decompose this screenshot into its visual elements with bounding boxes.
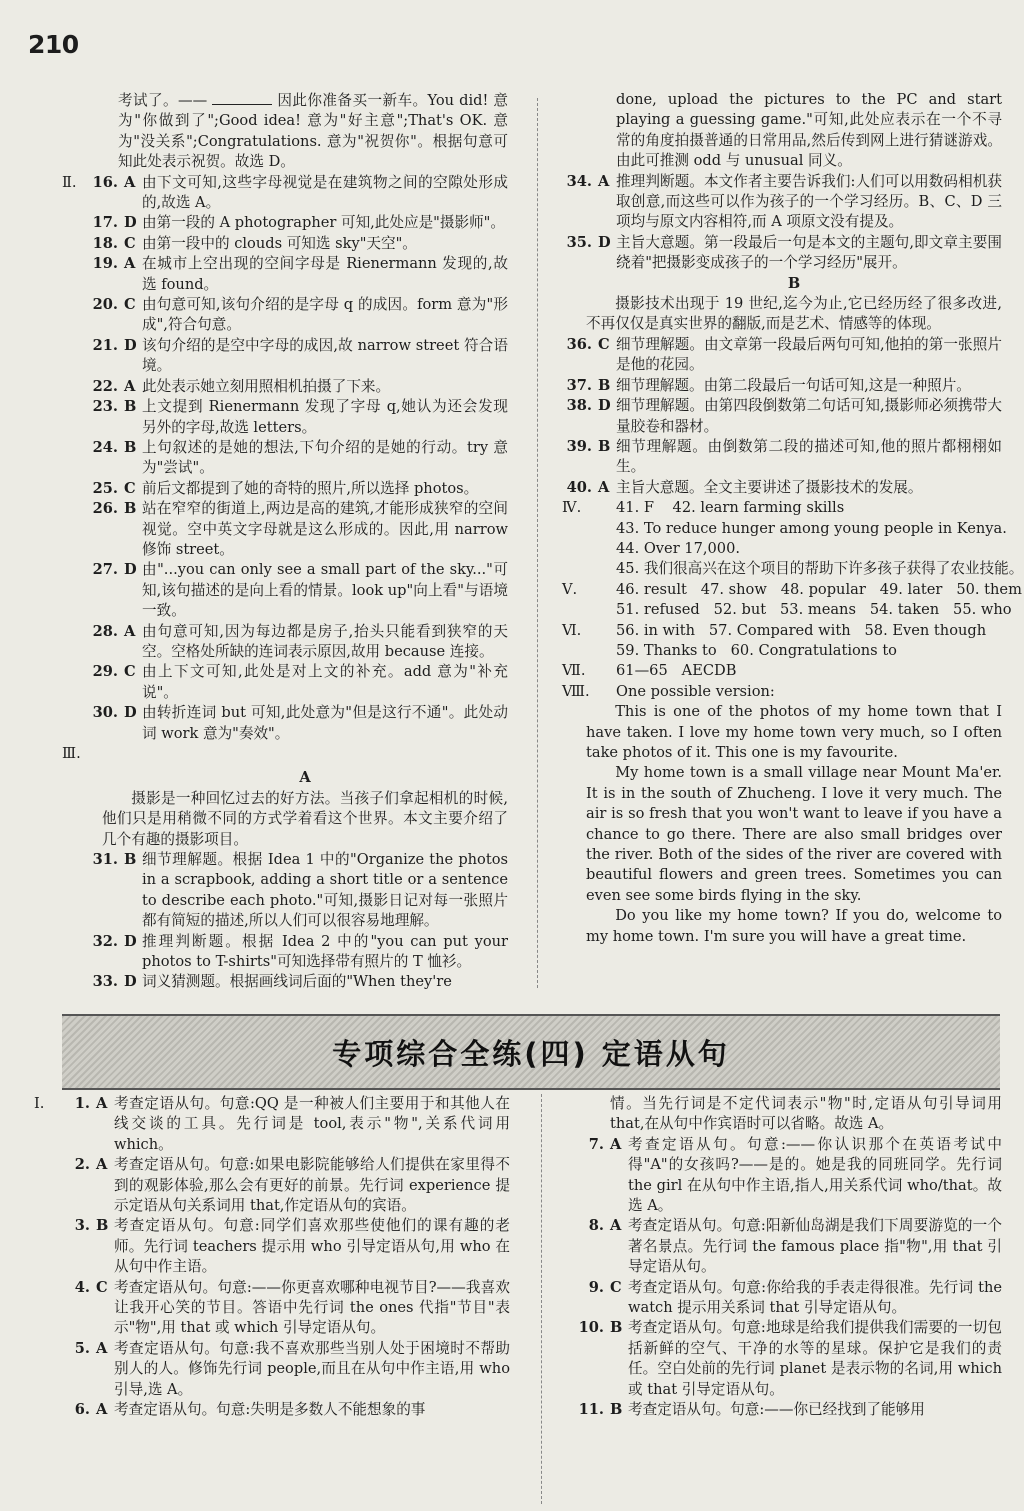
- answer-explanation: 考查定语从句。句意:地球是给我们提供我们需要的一切包括新鲜的空气、干净的水等的星球。保护它是我们的责任。空白处前的先行词 planet 是表示物的名词,用 which 或 that 引导定语从句。: [628, 1319, 1002, 1398]
- answer-letter: A: [96, 1339, 108, 1357]
- passage-a-intro: 摄影是一种回忆过去的好方法。当孩子们拿起相机的时候,他们只是用稍微不同的方式学着看这个世界。本文主要介绍了几个有趣的摄影项目。: [102, 789, 508, 848]
- answer-line: [562, 621, 1002, 641]
- item-number: 2.: [74, 1156, 90, 1174]
- answer-letter: B: [610, 1319, 623, 1337]
- item-number: 19.: [92, 255, 118, 273]
- answer-line-text: 44. Over 17,000.: [616, 539, 741, 557]
- answer-item: [566, 1318, 1002, 1400]
- answer-item: [562, 172, 1002, 233]
- answer-item: [34, 1339, 510, 1400]
- answer-letter: D: [124, 973, 137, 991]
- answer-item: [62, 336, 508, 377]
- answer-item: [62, 438, 508, 479]
- answer-line: [562, 539, 1002, 559]
- answer-explanation: 考查定语从句。句意:——你更喜欢哪种电视节目?——我喜欢让我开心笑的节目。答语中先行词 the ones 代指"节目"表示"物",用 that 或 which 引导定语从句。: [114, 1278, 510, 1337]
- answer-list-section3: [62, 850, 508, 993]
- intro-text: [62, 90, 508, 173]
- answer-explanation: 细节理解题。根据 Idea 1 中的"Organize the photos in a scrapbook, adding a short title or a sentence to describe each photo."可知,摄影日记对每一张照片都有简短的描述,所以人们可以很容易地理解。: [142, 851, 508, 930]
- answer-explanation: 考查定语从句。句意:QQ 是一种被人们主要用于和其他人在线交谈的工具。先行词是 tool,表示"物",关系代词用 which。: [114, 1095, 510, 1153]
- answer-item: [62, 397, 508, 438]
- item-number: 33.: [92, 973, 118, 991]
- answer-item: [562, 335, 1002, 376]
- answer-list-attributive: [34, 1094, 510, 1421]
- answer-letter: D: [124, 214, 137, 232]
- item-number: 39.: [566, 437, 592, 455]
- answer-item: [62, 173, 508, 214]
- roman-numeral: Ⅳ.: [562, 499, 582, 517]
- roman-numeral: [62, 703, 86, 744]
- item-number: 26.: [92, 500, 118, 518]
- answer-explanation: 站在窄窄的街道上,两边是高的建筑,才能形成狭窄的空间视觉。空中英文字母就是这么形成的。因此,用 narrow 修饰 street。: [142, 500, 508, 558]
- answer-line: [562, 661, 1002, 681]
- answer-line-text: 41. F 42. learn farming skills: [616, 499, 845, 517]
- banner-title: 专项综合全练(四) 定语从句: [332, 1037, 730, 1071]
- item-number: 37.: [566, 376, 592, 394]
- roman-numeral: [34, 1339, 58, 1400]
- answer-letter: D: [598, 233, 611, 251]
- continued-text: done, upload the pictures to the PC and start playing a guessing game."可知,此处应表示在一个不寻常的角度拍摄普通的日常用品,然后传到网上进行猜谜游戏。由此可推测 odd 与 unusual 同义。: [616, 91, 1002, 170]
- item-number: 23.: [92, 398, 118, 416]
- answer-list-4-8: [562, 498, 1024, 702]
- answer-list-section2: [62, 173, 508, 744]
- roman-numeral: [62, 397, 86, 438]
- item-number: 34.: [566, 172, 592, 190]
- answer-line-text: 43. To reduce hunger among young people in Kenya.: [616, 519, 1007, 537]
- continued-text-bottom: 情。当先行词是不定代词表示"物"时,定语从句引导词用 that,在从句中作宾语时可以省略。故选 A。: [610, 1095, 1002, 1133]
- answer-item: [62, 560, 508, 621]
- answer-line: [562, 641, 1002, 661]
- item-number: 32.: [92, 932, 118, 950]
- answer-line: [562, 600, 1012, 620]
- answer-letter: C: [96, 1278, 108, 1296]
- answer-explanation: 词义猜测题。根据画线词后面的"When they're: [142, 973, 452, 991]
- bottom-right-column: [566, 1094, 1002, 1421]
- answer-item: [34, 1094, 510, 1155]
- passage-a-heading: A: [299, 769, 311, 787]
- answer-item: [562, 437, 1002, 478]
- answer-letter: A: [610, 1135, 622, 1153]
- answer-letter: C: [610, 1278, 622, 1296]
- roman-numeral: [62, 438, 86, 479]
- roman-numeral: Ⅰ.: [34, 1095, 45, 1112]
- answer-letter: A: [124, 377, 136, 395]
- answer-explanation: 细节理解题。由第四段倒数第二句话可知,摄影师必须携带大量胶卷和器材。: [616, 397, 1002, 435]
- answer-item: [566, 1400, 1002, 1420]
- passage-b-heading: B: [787, 274, 801, 292]
- answer-letter: A: [124, 622, 136, 640]
- item-number: 9.: [588, 1278, 604, 1296]
- roman-numeral: Ⅵ.: [562, 621, 582, 639]
- answer-letter: B: [124, 398, 137, 416]
- item-number: 31.: [92, 851, 118, 869]
- answer-explanation: 由句意可知,因为每边都是房子,抬头只能看到狭窄的天空。空格处所缺的连词表示原因,故用 because 连接。: [142, 622, 508, 660]
- item-number: 36.: [566, 335, 592, 353]
- item-number: 6.: [74, 1401, 90, 1419]
- answer-letter: B: [610, 1401, 623, 1419]
- intro-line-1: 考试了。——: [118, 92, 208, 109]
- answer-letter: A: [96, 1156, 108, 1174]
- essay-paragraph: My home town is a small village near Mount Ma'er. It is in the south of Zhucheng. I love it very much. The air is so fresh that you won't want to leave if you have a chance to go there. There are also small bridges over the river. Both of the sides of the river are covered with beautiful flowers and green trees. Sometimes you can even see some birds flying in the sky.: [586, 764, 1002, 904]
- answer-letter: A: [124, 255, 136, 273]
- roman-numeral: [62, 377, 86, 397]
- answer-item: [562, 376, 1002, 396]
- answer-explanation: 细节理解题。由倒数第二段的描述可知,他的照片都栩栩如生。: [616, 437, 1002, 476]
- answer-explanation: 推理判断题。根据 Idea 2 中的"you can put your photos to T-shirts"可知选择带有照片的 T 恤衫。: [142, 932, 508, 971]
- answer-explanation: 前后文都提到了她的奇特的照片,所以选择 photos。: [142, 479, 479, 497]
- answer-item: [566, 1135, 1002, 1217]
- roman-numeral: [62, 336, 86, 377]
- roman-numeral: Ⅱ.: [62, 173, 77, 191]
- answer-item: [62, 254, 508, 295]
- answer-letter: A: [124, 173, 136, 191]
- roman-numeral: [34, 1400, 58, 1420]
- answer-item: [62, 234, 508, 254]
- sample-essay: [562, 702, 1002, 947]
- answer-item: [62, 703, 508, 744]
- answer-explanation: 上句叙述的是她的想法,下句介绍的是她的行动。try 意为"尝试"。: [142, 438, 508, 477]
- answer-item: [34, 1155, 510, 1216]
- item-number: 10.: [578, 1319, 604, 1337]
- answer-explanation: 考查定语从句。句意:同学们喜欢那些使他们的课有趣的老师。先行词 teachers 提示用 who 引导定语从句,用 who 在从句中作主语。: [114, 1217, 510, 1276]
- answer-letter: B: [598, 376, 611, 394]
- roman-numeral: [34, 1278, 58, 1339]
- item-number: 7.: [588, 1135, 604, 1153]
- item-number: 8.: [588, 1217, 604, 1235]
- answer-explanation: 上文提到 Rienermann 发现了字母 q,她认为还会发现另外的字母,故选 letters。: [142, 398, 508, 436]
- answer-line-text: 46. result 47. show 48. popular 49. later 50. them: [616, 580, 1022, 598]
- answer-item: [562, 233, 1002, 274]
- answer-line-text: 51. refused 52. but 53. means 54. taken 55. who: [616, 601, 1012, 619]
- item-number: 24.: [92, 438, 118, 456]
- item-number: 17.: [92, 214, 118, 232]
- item-number: 4.: [74, 1278, 90, 1296]
- roman-numeral: [562, 519, 586, 539]
- answer-letter: C: [598, 335, 610, 353]
- item-number: 38.: [566, 397, 592, 415]
- answer-letter: A: [598, 478, 610, 496]
- item-number: 11.: [578, 1401, 604, 1419]
- answer-letter: C: [124, 234, 136, 252]
- answer-explanation: 考查定语从句。句意:——你认识那个在英语考试中得"A"的女孩吗?——是的。她是我的同班同学。先行词 the girl 在从句中作主语,指人,用关系代词 who/that。故选 A。: [628, 1135, 1002, 1215]
- passage-b-intro: 摄影技术出现于 19 世纪,迄今为止,它已经历经了很多改进,不再仅仅是真实世界的翻版,而是艺术、情感等的体现。: [586, 295, 1002, 333]
- item-number: 29.: [92, 663, 118, 681]
- roman-numeral: [34, 1155, 58, 1216]
- answer-item: [562, 478, 1002, 498]
- answer-letter: B: [124, 500, 137, 518]
- answer-item: [34, 1278, 510, 1339]
- answer-letter: B: [124, 851, 137, 869]
- answer-line: [562, 498, 1002, 518]
- item-number: 1.: [74, 1095, 90, 1112]
- roman-numeral: [62, 662, 86, 703]
- roman-numeral: [562, 641, 586, 661]
- roman-numeral: [62, 479, 86, 499]
- item-number: 22.: [92, 377, 118, 395]
- answer-explanation: 细节理解题。由第二段最后一句话可知,这是一种照片。: [616, 376, 971, 394]
- answer-explanation: 细节理解题。由文章第一段最后两句可知,他拍的第一张照片是他的花园。: [616, 335, 1002, 374]
- answer-explanation: 由转折连词 but 可知,此处意为"但是这行不通"。此处动词 work 意为"奏效"。: [142, 704, 508, 742]
- answer-explanation: 推理判断题。本文作者主要告诉我们:人们可以用数码相机获取创意,而这些可以作为孩子的一个学习经历。B、C、D 三项均与原文内容相符,而 A 项原文没有提及。: [616, 172, 1002, 231]
- answer-line-text: 59. Thanks to 60. Congratulations to: [616, 641, 897, 659]
- answer-explanation: 主旨大意题。第一段最后一句是本文的主题句,即文章主要围绕着"把摄影变成孩子的一个学习经历"展开。: [616, 233, 1002, 272]
- answer-item: [62, 850, 508, 932]
- answer-item: [62, 377, 508, 397]
- essay-paragraph: This is one of the photos of my home town that I have taken. I love my home town very much, so I often take photos of it. This one is my favourite.: [586, 703, 1002, 761]
- item-number: 25.: [92, 479, 118, 497]
- roman-numeral: Ⅲ.: [62, 745, 81, 762]
- answer-letter: C: [124, 663, 136, 681]
- roman-numeral: Ⅷ.: [562, 682, 590, 700]
- answer-item: [34, 1216, 510, 1277]
- item-number: 20.: [92, 296, 118, 314]
- item-number: 16.: [92, 173, 118, 191]
- item-number: 30.: [92, 704, 118, 722]
- answer-explanation: 考查定语从句。句意:如果电影院能够给人们提供在家里得不到的观影体验,那么会有更好的前景。先行词 experience 提示定语从句关系词用 that,作定语从句的宾语。: [114, 1156, 510, 1215]
- answer-line: [562, 580, 1022, 600]
- answer-letter: A: [610, 1217, 622, 1235]
- answer-list-attributive-2: [566, 1135, 1002, 1421]
- roman-numeral: [62, 234, 86, 254]
- answer-item: [62, 622, 508, 663]
- answer-explanation: 由句意可知,该句介绍的是字母 q 的成因。form 意为"形成",符合句意。: [142, 296, 508, 334]
- answer-item: [566, 1278, 1002, 1319]
- answer-letter: D: [598, 397, 611, 415]
- answer-letter: D: [124, 932, 137, 950]
- answer-letter: C: [124, 296, 136, 314]
- essay-paragraph: Do you like my home town? If you do, welcome to my home town. I'm sure you will have a great time.: [586, 907, 1002, 945]
- roman-numeral: [562, 559, 586, 579]
- answer-explanation: 由"...you can only see a small part of the sky..."可知,该句描述的是向上看的情景。look up"向上看"与语境一致。: [142, 561, 508, 620]
- answer-letter: C: [124, 479, 136, 497]
- answer-letter: A: [96, 1095, 108, 1112]
- roman-numeral: [34, 1216, 58, 1277]
- answer-item: [62, 972, 508, 992]
- answer-explanation: 该句介绍的是空中字母的成因,故 narrow street 符合语境。: [142, 336, 508, 375]
- answer-explanation: 考查定语从句。句意:失明是多数人不能想象的事: [114, 1401, 426, 1419]
- item-number: 21.: [92, 336, 118, 354]
- bottom-left-column: [34, 1094, 510, 1421]
- right-column: [562, 90, 1024, 947]
- answer-explanation: 考查定语从句。句意:阳新仙岛湖是我们下周要游览的一个著名景点。先行词 the famous place 指"物",用 that 引导定语从句。: [628, 1217, 1002, 1276]
- answer-line: [562, 559, 1024, 579]
- roman-numeral: [62, 622, 86, 663]
- answer-letter: D: [124, 336, 137, 354]
- answer-item: [62, 295, 508, 336]
- answer-item: [62, 213, 508, 233]
- answer-explanation: 主旨大意题。全文主要讲述了摄影技术的发展。: [616, 478, 923, 496]
- roman-numeral: [62, 560, 86, 621]
- answer-letter: D: [124, 704, 137, 722]
- answer-line-text: 61—65 AECDB: [616, 662, 737, 680]
- roman-numeral: [562, 539, 586, 559]
- answer-explanation: 考查定语从句。句意:——你已经找到了能够用: [628, 1401, 925, 1419]
- section-banner: [62, 1014, 1000, 1090]
- answer-line-text: 56. in with 57. Compared with 58. Even though: [616, 621, 987, 639]
- answer-line: [562, 682, 1002, 702]
- page-number: 210: [28, 30, 79, 59]
- answer-list-a: [562, 172, 1002, 274]
- answer-explanation: 由下文可知,这些字母视觉是在建筑物之间的空隙处形成的,故选 A。: [142, 173, 508, 212]
- column-divider-bottom: [541, 1094, 542, 1504]
- answer-item: [62, 662, 508, 703]
- item-number: 3.: [74, 1217, 90, 1235]
- answer-explanation: 由第一段的 A photographer 可知,此处应是"摄影师"。: [142, 214, 505, 232]
- answer-blank: [212, 90, 272, 105]
- answer-line-text: One possible version:: [616, 682, 775, 700]
- item-number: 40.: [566, 478, 592, 496]
- answer-explanation: 考查定语从句。句意:我不喜欢那些当别人处于困境时不帮助别人的人。修饰先行词 people,而且在从句中作主语,用 who 引导,选 A。: [114, 1339, 510, 1398]
- roman-numeral: [62, 254, 86, 295]
- intro-line-2: 因此你准备买一新车。You did! 意为"你做到了";Good idea! 意为"好主意";That's OK. 意为"没关系";Congratulations. 意为"祝贺你"。根据句意可知此处表示祝贺。故选 D。: [118, 92, 508, 171]
- answer-explanation: 此处表示她立刻用照相机拍摄了下来。: [142, 377, 391, 395]
- answer-line-text: 45. 我们很高兴在这个项目的帮助下许多孩子获得了农业技能。: [616, 560, 1024, 578]
- answer-line: [562, 519, 1007, 539]
- section3-heading-row: [62, 744, 508, 764]
- answer-letter: D: [124, 561, 137, 579]
- answer-item: [34, 1400, 510, 1420]
- roman-numeral: [62, 499, 86, 560]
- item-number: 28.: [92, 622, 118, 640]
- answer-item: [62, 932, 508, 973]
- answer-explanation: 由上下文可知,此处是对上文的补充。add 意为"补充说"。: [142, 663, 508, 701]
- item-number: 35.: [566, 233, 592, 251]
- answer-list-b: [562, 335, 1002, 498]
- roman-numeral: Ⅶ.: [562, 662, 586, 680]
- answer-letter: B: [96, 1217, 109, 1235]
- roman-numeral: Ⅴ.: [562, 580, 578, 598]
- item-number: 5.: [74, 1339, 90, 1357]
- answer-item: [566, 1216, 1002, 1277]
- item-number: 27.: [92, 561, 118, 579]
- roman-numeral: [562, 600, 586, 620]
- answer-explanation: 由第一段中的 clouds 可知选 sky"天空"。: [142, 234, 417, 252]
- column-divider: [537, 98, 538, 988]
- answer-letter: A: [96, 1401, 108, 1419]
- answer-letter: B: [598, 437, 611, 455]
- roman-numeral: [62, 295, 86, 336]
- answer-item: [562, 396, 1002, 437]
- answer-explanation: 在城市上空出现的空间字母是 Rienermann 发现的,故选 found。: [142, 255, 508, 293]
- answer-item: [62, 479, 508, 499]
- answer-letter: B: [124, 438, 137, 456]
- answer-explanation: 考查定语从句。句意:你给我的手表走得很准。先行词 the watch 提示用关系词 that 引导定语从句。: [628, 1278, 1002, 1317]
- item-number: 18.: [92, 234, 118, 252]
- roman-numeral: [62, 213, 86, 233]
- answer-letter: A: [598, 172, 610, 190]
- answer-item: [62, 499, 508, 560]
- left-column: [62, 90, 508, 993]
